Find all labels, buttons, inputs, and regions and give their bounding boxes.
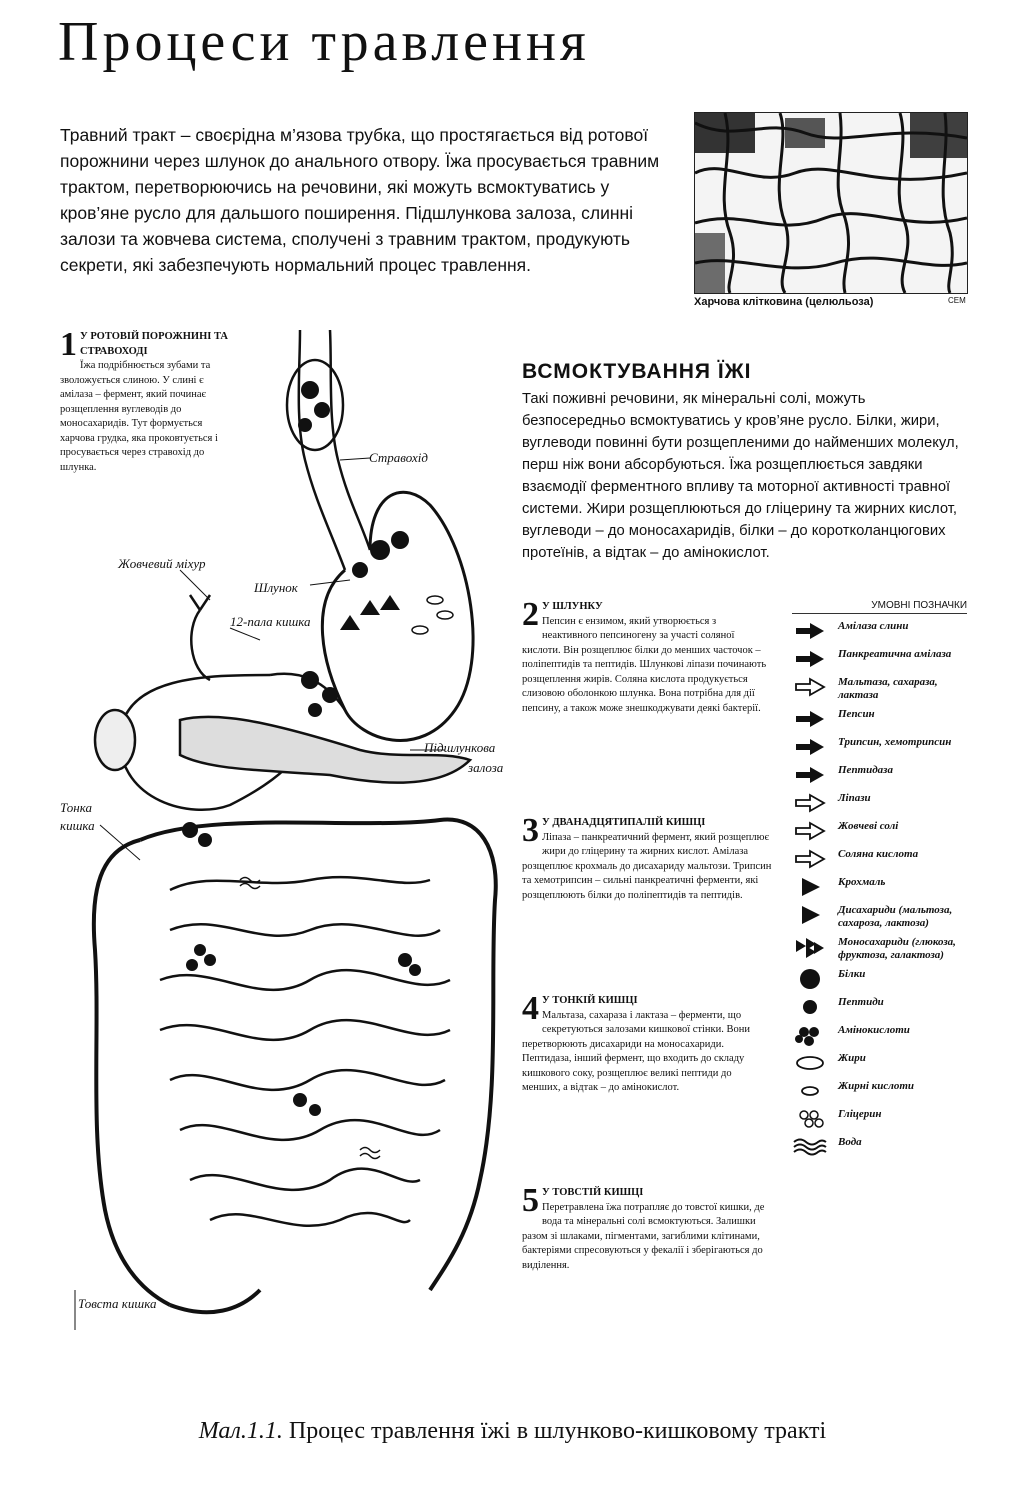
legend-item: [792, 1136, 967, 1158]
legend: [792, 600, 967, 1164]
label-gallbladder: Жовчевий міхур: [118, 556, 206, 571]
label-small-2: кишка: [60, 818, 95, 833]
figure-label: Мал.1.1.: [198, 1418, 283, 1444]
arrow-outline-icon: [792, 792, 828, 814]
legend-title: УМОВНІ ПОЗНАЧКИ: [792, 600, 967, 614]
figure-caption: [0, 1418, 1025, 1445]
legend-item: [792, 1052, 967, 1074]
legend-label: Дисахариди (мальтоза, сахароза, лактоза): [838, 904, 953, 929]
legend-items: [792, 620, 967, 1158]
legend-label: Мальтаза, сахараза, лактаза: [838, 676, 938, 701]
legend-label: Пептидаза: [838, 764, 893, 776]
step-number: 3: [522, 812, 539, 849]
label-large-intestine: Товста кишка: [78, 1296, 157, 1311]
step-heading: У ДВАНАДЦЯТИПАЛІЙ КИШЦІ: [542, 817, 706, 828]
legend-item: [792, 764, 967, 786]
legend-item: [792, 904, 967, 930]
legend-label: Амінокислоти: [838, 1024, 910, 1036]
legend-label: Трипсин, хемотрипсин: [838, 736, 952, 748]
legend-label: Вода: [838, 1136, 862, 1148]
legend-item: [792, 736, 967, 758]
triangle-icon: [792, 876, 828, 898]
legend-label: Крохмаль: [838, 876, 886, 888]
step-heading: У РОТОВІЙ ПОРОЖНИНІ ТА СТРАВОХОДІ: [80, 331, 229, 357]
step-stomach: [522, 596, 772, 716]
dot-medium-icon: [792, 996, 828, 1018]
legend-label: Соляна кислота: [838, 848, 919, 860]
legend-item: [792, 936, 967, 962]
triangles-cluster-icon: [792, 936, 828, 958]
legend-label: Жирні кислоти: [838, 1080, 915, 1092]
step-large-intestine: [522, 1182, 772, 1273]
arrow-solid-icon: [792, 620, 828, 642]
triangle-icon: [792, 904, 828, 926]
legend-label: Моносахариди (глюкоза, фруктоза, галактоза): [838, 936, 956, 961]
legend-label: Амілаза слини: [838, 620, 909, 632]
arrow-solid-icon: [792, 648, 828, 670]
step-number: 1: [60, 326, 77, 363]
label-esophagus: Стравохід: [369, 450, 428, 465]
step-text: Перетравлена їжа потрапляє до товстої кишки, де вода та мінеральні солі всмоктуються. Залишки разом зі шлаками, пігментами, загиблими клітинами, бактеріями спресовуються у фекалії і зберігаються до виділення.: [522, 1201, 765, 1271]
legend-label: Пептиди: [838, 996, 884, 1008]
step-heading: У ШЛУНКУ: [542, 601, 603, 612]
legend-item: [792, 708, 967, 730]
cellulose-micrograph: [694, 112, 968, 294]
photo-credit: СЕМ: [948, 296, 966, 305]
legend-item: [792, 620, 967, 642]
label-pancreas-1: Підшлункова: [424, 740, 496, 755]
arrow-solid-icon: [792, 764, 828, 786]
arrow-outline-icon: [792, 676, 828, 698]
step-text: Їжа подрібнюється зубами та зволожується слиною. У слині є амілаза – фермент, який починає розщеплення вуглеводів до моносахаридів. Тут формується харчова грудка, яка проковтується і просувається через стравохід до шлунка.: [60, 360, 218, 473]
label-small-1: Тонка: [60, 800, 92, 815]
arrow-solid-icon: [792, 708, 828, 730]
legend-item: [792, 996, 967, 1018]
step-number: 5: [522, 1182, 539, 1219]
absorption-heading: ВСМОКТУВАННЯ ЇЖІ: [522, 360, 752, 383]
figure-caption-text: Процес травлення їжі в шлунково-кишковому тракті: [282, 1418, 827, 1444]
legend-label: Жири: [838, 1052, 866, 1064]
digestive-tract-diagram: [60, 326, 520, 1330]
legend-label: Ліпази: [838, 792, 871, 804]
step-small-intestine: [522, 990, 772, 1096]
step-number: 4: [522, 990, 539, 1027]
step-heading: У ТОНКІЙ КИШЦІ: [542, 995, 638, 1006]
legend-item: [792, 1108, 967, 1130]
step-number: 2: [522, 596, 539, 633]
label-duodenum: 12-пала кишка: [230, 614, 311, 629]
legend-item: [792, 1080, 967, 1102]
step-duodenum: [522, 812, 772, 903]
legend-item: [792, 676, 967, 702]
legend-label: Білки: [838, 968, 866, 980]
intro-paragraph: Травний тракт – своєрідна м’язова трубка, що простягається від ротової порожнини через шлунок до анального отвору. Їжа просувається травним трактом, перетворюючись на речовини, які можуть всмоктуватись у кров’яне русло для дальшого поширення. Підшлункова залоза, слинні залози та жовчева система, сполучені з травним трактом, продукують секрети, які забезпечують нормальний процес травлення.: [60, 125, 660, 275]
legend-item: [792, 876, 967, 898]
arrow-outline-icon: [792, 848, 828, 870]
dots-cluster-icon: [792, 1024, 828, 1046]
legend-item: [792, 1024, 967, 1046]
legend-label: Жовчеві солі: [838, 820, 899, 832]
legend-item: [792, 792, 967, 814]
page-title: Процеси травлення: [58, 11, 590, 73]
waves-icon: [792, 1136, 828, 1158]
rings-cluster-icon: [792, 1108, 828, 1130]
arrow-solid-icon: [792, 736, 828, 758]
label-pancreas-2: залоза: [468, 760, 504, 775]
legend-label: Пепсин: [838, 708, 875, 720]
legend-label: Панкреатична амілаза: [838, 648, 952, 660]
arrow-outline-icon: [792, 820, 828, 842]
legend-item: [792, 968, 967, 990]
legend-item: [792, 648, 967, 670]
legend-item: [792, 820, 967, 842]
absorption-text: Такі поживні речовини, як мінеральні солі, можуть безпосередньо всмоктуватись у кров’яне русло. Білки, жири, вуглеводи повинні бути розщепленими до найменших молекул, перш ніж вони абсорбуються. Їжа розщеплюється завдяки взаємодії ферментного впливу та моторної активності травної системи. Жири розщеплюються до гліцерину та жирних кислот, вуглеводи – до моносахаридів, білки – до коротколанцюгових протеїнів, а відтак – до амінокислот.: [522, 391, 959, 561]
step-text: Пепсин є ензимом, який утворюється з неактивного пепсиногену за участі соляної кислоти. Він розщеплює білки до менших часточок – поліпептидів та пептидів. Шлункові ліпази починають розщеплення жирів. Соляна кислота продукується слизовою оболонкою шлунка. Вона потрібна для дії пепсину, а також може знешкоджувати деякі бактерії.: [522, 615, 767, 714]
oval-small-icon: [792, 1080, 828, 1102]
legend-label: Гліцерин: [838, 1108, 882, 1120]
legend-item: [792, 848, 967, 870]
photo-caption: Харчова клітковина (целюльоза): [694, 296, 874, 308]
step-mouth: [60, 326, 236, 475]
step-text: Ліпаза – панкреатичний фермент, який розщеплює жири до гліцерину та жирних кислот. Амілаза розщеплює крохмаль до дисахариду мальтози. Трипсин та хемотрипсин – сильні панкреатичні ферменти, які розщеплюють білки до поліпептидів та пептидів.: [522, 831, 772, 901]
label-stomach: Шлунок: [254, 580, 298, 595]
step-heading: У ТОВСТІЙ КИШЦІ: [542, 1187, 644, 1198]
oval-icon: [792, 1052, 828, 1074]
dot-large-icon: [792, 968, 828, 990]
step-text: Мальтаза, сахараза і лактаза – ферменти, що секретуються залозами кишкової стінки. Вони перетворюють дисахариди на моносахариди. Пептидаза, інший фермент, що входить до складу кишкового соку, розщеплює великі пептиди до менших, а відтак – до амінокислот.: [522, 1009, 750, 1093]
